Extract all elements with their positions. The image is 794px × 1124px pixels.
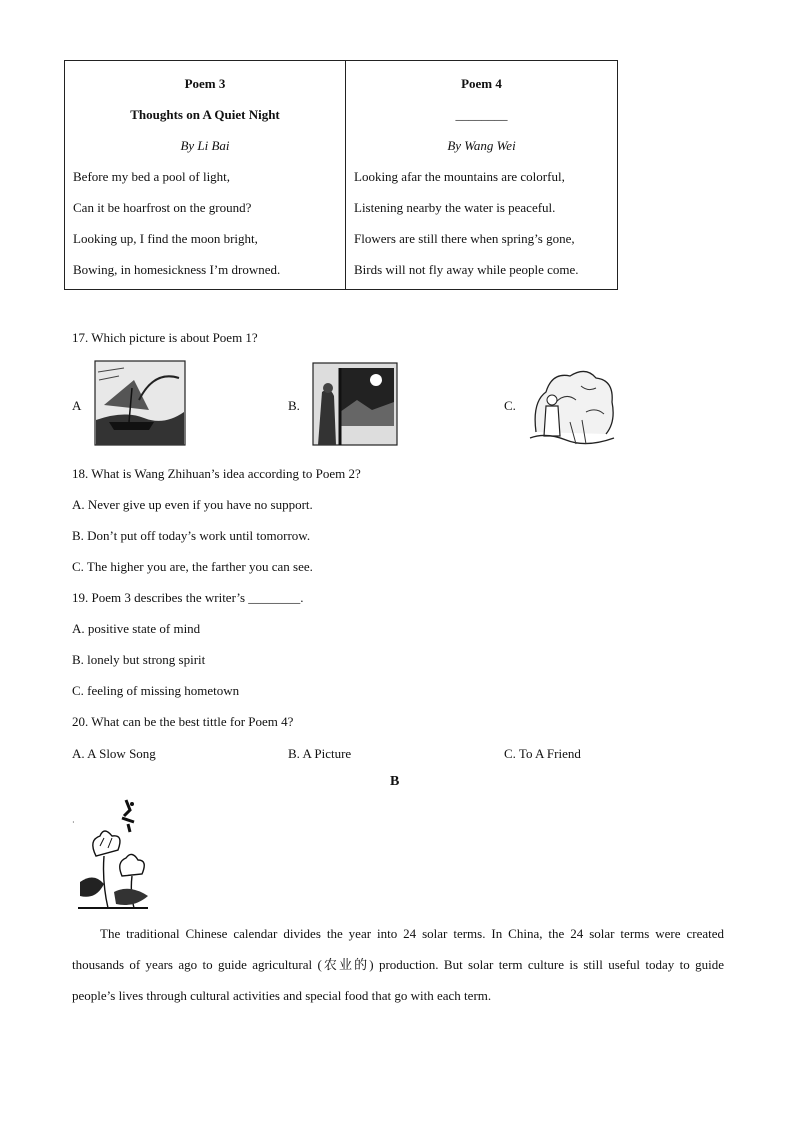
poem4-label: Poem 4 [461, 76, 502, 91]
poem4-cell [346, 61, 617, 289]
poem4-title-blank: ________ [455, 107, 508, 122]
lotus-flower-picture [74, 796, 152, 914]
q18-question: 18. What is Wang Zhihuan’s idea according to Poem 2? [72, 466, 361, 481]
poem4-line: Looking afar the mountains are colorful, [354, 169, 565, 184]
poem3-title: Thoughts on A Quiet Night [130, 107, 280, 122]
q19-option: B. lonely but strong spirit [72, 652, 206, 667]
q19-option: C. feeling of missing hometown [72, 683, 240, 698]
section-b-paragraph-text: The traditional Chinese calendar divides the year into 24 solar terms. In China, the 24 solar terms were created thousands of years ago to guide agricultural (农业的) production. But solar term culture is still useful today to guide people’s lives through cultural activities and special food that go with each term. [72, 926, 724, 1003]
poem3-cell [65, 61, 346, 289]
poem3-author: By Li Bai [180, 138, 230, 153]
q20-question: 20. What can be the best tittle for Poem 4? [72, 714, 294, 729]
dot-mark: · [72, 818, 75, 827]
poem3-label: Poem 3 [184, 76, 226, 91]
q19-option: A. positive state of mind [72, 621, 201, 636]
poem4-author: By Wang Wei [447, 138, 516, 153]
q20-option-c: C. To A Friend [504, 746, 581, 761]
poem3-line: Can it be hoarfrost on the ground? [73, 200, 252, 215]
boat-river-picture [94, 360, 186, 446]
poem3-line: Before my bed a pool of light, [73, 169, 231, 184]
q20-option-a: A. A Slow Song [72, 746, 156, 761]
poem3-line: Looking up, I find the moon bright, [73, 231, 258, 246]
poem4-line: Listening nearby the water is peaceful. [354, 200, 556, 215]
moon-window-picture [312, 362, 398, 446]
q18-option: C. The higher you are, the farther you can see. [72, 559, 313, 574]
q19-question: 19. Poem 3 describes the writer’s ________. [72, 590, 304, 605]
poem4-line: Birds will not fly away while people come. [354, 262, 579, 277]
q17-option-a-label: A [72, 398, 82, 413]
q18-option: B. Don’t put off today’s work until tomorrow. [72, 528, 311, 543]
poem-table [64, 60, 618, 290]
poem4-line: Flowers are still there when spring’s gone, [354, 231, 575, 246]
section-b-paragraph [72, 918, 724, 1011]
section-b-heading: B [390, 774, 400, 789]
q20-option-b: B. A Picture [288, 746, 352, 761]
mountain-man-picture [526, 362, 618, 446]
q18-option: A. Never give up even if you have no support. [72, 497, 313, 512]
q17-question: 17. Which picture is about Poem 1? [72, 330, 258, 345]
q17-option-b-label: B. [288, 398, 300, 413]
poem3-line: Bowing, in homesickness I’m drowned. [73, 262, 281, 277]
q17-option-c-label: C. [504, 398, 516, 413]
